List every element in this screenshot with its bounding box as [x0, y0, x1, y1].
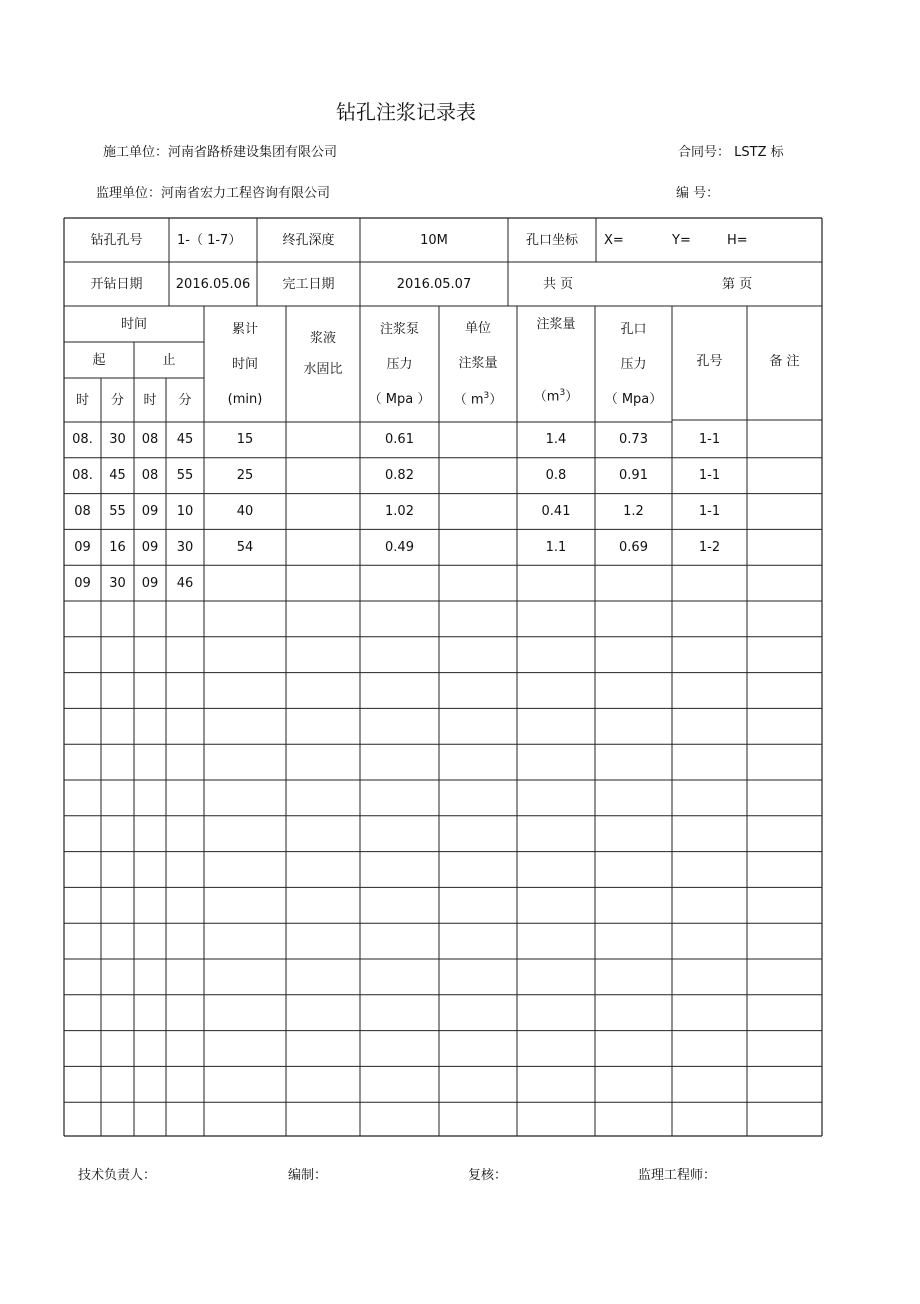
row-1-water-cement-ratio [286, 422, 360, 458]
contract-number: 合同号： LSTZ 标 [678, 145, 784, 160]
row-2-pump-pressure: 0.82 [385, 468, 414, 484]
serial-number: 编 号： [676, 186, 720, 201]
row-4-unit-volume [439, 529, 517, 565]
row-1-hole-number: 1-1 [698, 432, 721, 448]
row-2-hole-number: 1-1 [698, 468, 721, 484]
row-5-remarks [747, 565, 822, 601]
row-5-unit-volume [439, 565, 517, 601]
row-3-start-hour: 08 [74, 503, 91, 519]
cumulative-time-header: 累计 时间 (min) [227, 321, 263, 407]
end-hour-header: 时 [143, 392, 157, 408]
row-1-start-hour: 08. [72, 432, 93, 448]
row-4-grout-volume: 1.1 [545, 539, 567, 555]
page-title: 钻孔注浆记录表 [336, 100, 476, 124]
row-2-start-minute: 45 [109, 468, 126, 484]
row-1-end-minute: 45 [176, 432, 194, 448]
remarks-header: 备 注 [769, 353, 800, 369]
row-2-unit-volume [439, 458, 517, 494]
total-pages: 共 页 [543, 276, 574, 292]
end-header: 止 [162, 352, 176, 368]
coord-h: H= [727, 232, 748, 248]
hole-number-header: 孔号 [696, 353, 723, 369]
row-2-grout-volume: 0.8 [545, 468, 567, 484]
row-4-start-minute: 16 [109, 539, 126, 555]
row-3-pump-pressure: 1.02 [385, 503, 414, 519]
tech-lead-signature: 技术负责人： [78, 1168, 157, 1183]
row-3-remarks [747, 494, 822, 530]
compiled-by-signature: 编制： [288, 1168, 328, 1183]
row-4-cumulative-time: 54 [236, 539, 254, 555]
row-1-grout-volume: 1.4 [545, 432, 567, 448]
row-5-hole-pressure [595, 565, 672, 601]
unit-volume-header: 单位 注浆量 （ $m^3$） [453, 320, 503, 408]
row-4-hole-pressure: 0.69 [619, 539, 648, 555]
row-4-hole-number: 1-2 [698, 539, 721, 555]
row-2-water-cement-ratio [286, 458, 360, 494]
row-3-end-minute: 10 [176, 503, 194, 519]
row-5-hole-number [672, 565, 747, 601]
row-4-start-hour: 09 [74, 539, 91, 555]
row-1-remarks [747, 422, 822, 458]
hole-no-value: 1-（ 1-7） [177, 232, 242, 248]
final-depth-label: 终孔深度 [282, 232, 335, 248]
row-1-unit-volume [439, 422, 517, 458]
row-3-start-minute: 55 [109, 503, 126, 519]
row-3-grout-volume: 0.41 [541, 503, 571, 519]
row-3-cumulative-time: 40 [236, 503, 254, 519]
row-4-water-cement-ratio [286, 529, 360, 565]
row-5-grout-volume [517, 565, 595, 601]
start-hour-header: 时 [75, 392, 89, 408]
row-3-hole-pressure: 1.2 [623, 503, 644, 519]
end-date-label: 完工日期 [282, 276, 335, 292]
row-5-cumulative-time [204, 565, 286, 601]
page-number: 第 页 [722, 276, 753, 292]
row-5-start-minute: 30 [109, 575, 126, 591]
row-1-end-hour: 08 [141, 432, 159, 448]
row-4-remarks [747, 529, 822, 565]
row-3-unit-volume [439, 494, 517, 530]
start-minute-header: 分 [110, 392, 124, 408]
row-2-start-hour: 08. [72, 468, 93, 484]
row-2-end-hour: 08 [141, 468, 159, 484]
grout-volume-header: 注浆量 $(m^3)$ [533, 317, 579, 405]
row-5-pump-pressure [360, 565, 439, 601]
row-2-end-minute: 55 [176, 468, 194, 484]
row-4-pump-pressure: 0.49 [385, 539, 414, 555]
hole-no-label: 钻孔孔号 [90, 232, 143, 248]
time-header: 时间 [120, 316, 147, 332]
row-5-water-cement-ratio [286, 565, 360, 601]
row-4-end-hour: 09 [141, 539, 159, 555]
row-3-end-hour: 09 [141, 503, 159, 519]
row-1-cumulative-time: 15 [236, 432, 254, 448]
row-2-remarks [747, 458, 822, 494]
row-2-hole-pressure: 0.91 [619, 468, 648, 484]
row-2-cumulative-time: 25 [236, 468, 254, 484]
water-cement-ratio-header: 浆液 水固比 [303, 331, 343, 377]
row-5-end-minute: 46 [176, 575, 194, 591]
supervisor-signature: 监理工程师： [638, 1168, 717, 1183]
supervision-unit: 监理单位：河南省宏力工程咨询有限公司 [96, 186, 331, 201]
hole-pressure-header: 孔口 压力 （ Mpa） [604, 321, 663, 407]
end-date-value: 2016.05.07 [396, 276, 472, 292]
row-3-hole-number: 1-1 [698, 503, 721, 519]
row-1-hole-pressure: 0.73 [619, 432, 648, 448]
row-5-start-hour: 09 [74, 575, 91, 591]
row-5-end-hour: 09 [141, 575, 159, 591]
end-minute-header: 分 [178, 392, 192, 408]
row-1-start-minute: 30 [109, 432, 126, 448]
coord-y: Y= [672, 232, 691, 248]
reviewed-by-signature: 复核： [468, 1168, 508, 1183]
start-date-value: 2016.05.06 [175, 276, 251, 292]
pump-pressure-header: 注浆泵 压力 （ Mpa ） [368, 321, 431, 407]
row-3-water-cement-ratio [286, 494, 360, 530]
coord-x: X= [604, 232, 624, 248]
row-1-pump-pressure: 0.61 [385, 432, 414, 448]
final-depth-value: 10M [420, 232, 448, 248]
row-4-end-minute: 30 [176, 539, 194, 555]
coord-label: 孔口坐标 [525, 232, 578, 248]
start-header: 起 [92, 352, 106, 368]
construction-unit: 施工单位：河南省路桥建设集团有限公司 [103, 145, 338, 160]
start-date-label: 开钻日期 [90, 276, 143, 292]
